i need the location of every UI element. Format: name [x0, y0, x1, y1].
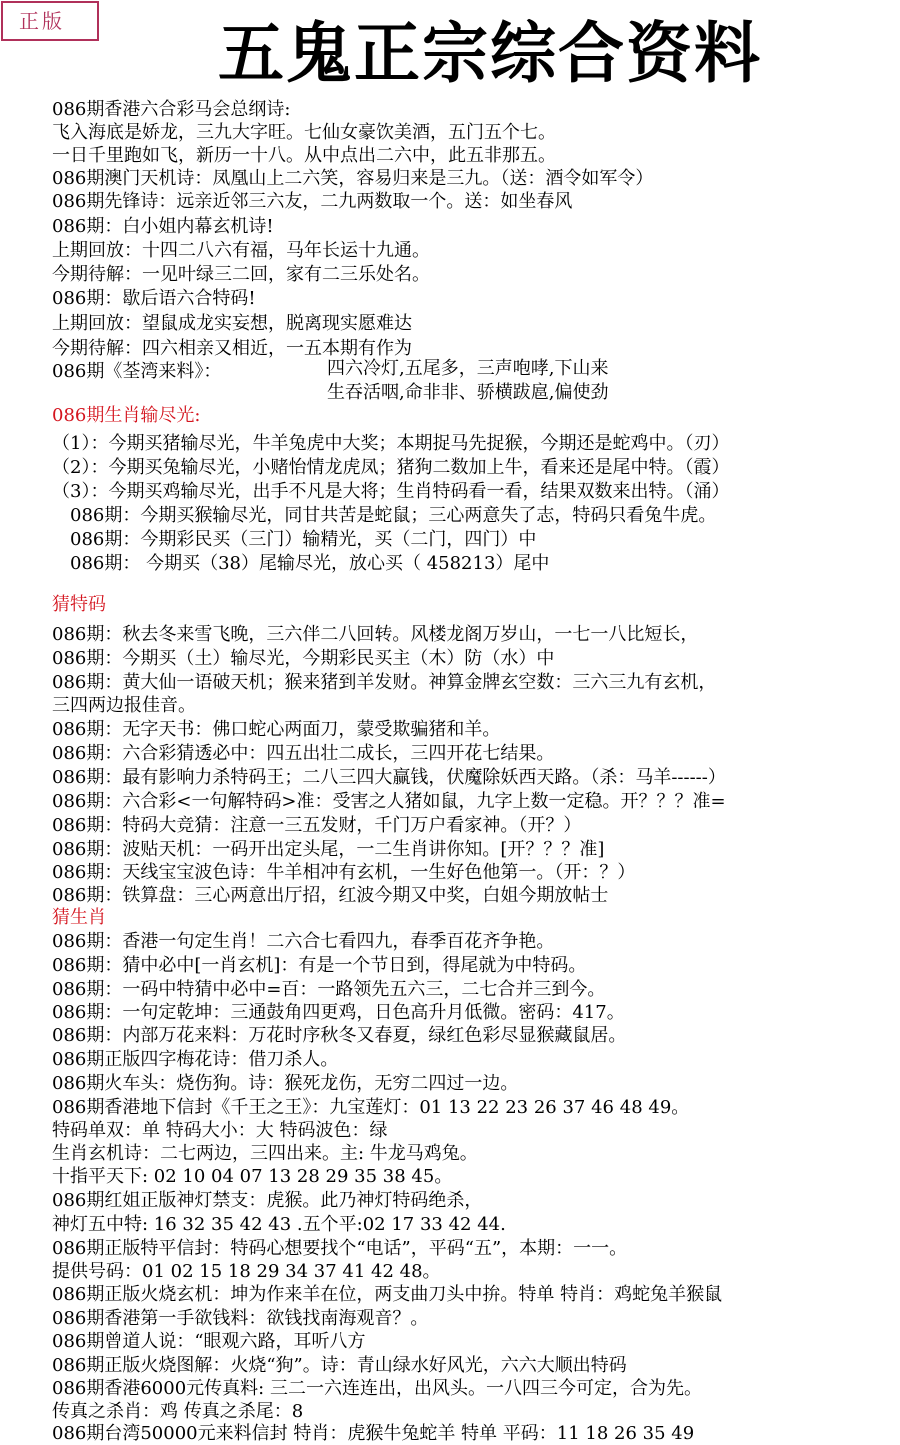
- text-line: 086期正版火烧玄机：坤为作来羊在位，两支曲刀头中拚。特单 特肖：鸡蛇兔羊猴鼠: [52, 1284, 723, 1305]
- text-line: 生肖玄机诗：二七两边，三四出来。主: 牛龙马鸡兔。: [52, 1143, 478, 1164]
- text-line: 086期：特码大竞猜：注意一三五发财，千门万户看家神。（开？）: [52, 815, 582, 836]
- text-line: 086期台湾50000元来料信封 特肖：虎猴牛兔蛇羊 特单 平码：11 18 26 35 49: [52, 1423, 695, 1444]
- text-line: 四六冷灯,五尾多，三声咆哮,下山来: [327, 358, 609, 379]
- text-line: 提供号码：01 02 15 18 29 34 37 41 42 48。: [52, 1261, 441, 1282]
- text-line: 086期：最有影响力杀特码王；二八三四大赢钱，伏魔除妖西天路。（杀：马羊------）: [52, 767, 726, 788]
- text-line: （2）：今期买兔输尽光，小赌怡情龙虎凤；猪狗二数加上牛，看来还是尾中特。（霞）: [52, 457, 730, 478]
- text-line: 一日千里跑如飞，新历一十八。从中点出二六中，此五非那五。: [52, 145, 556, 166]
- text-line: 086期：香港一句定生肖！二六合七看四九，春季百花齐争艳。: [52, 931, 555, 952]
- text-line: 086期：秋去冬来雪飞晚，三六伴二八回转。风楼龙阁万岁山，一七一八比短长，: [52, 624, 699, 645]
- text-line: 上期回放：望鼠成龙实妄想，脱离现实愿难达: [52, 313, 412, 334]
- text-line: （3）：今期买鸡输尽光，出手不凡是大将；生肖特码看一看，结果双数来出特。（涌）: [52, 481, 730, 502]
- text-line: 086期：白小姐内幕玄机诗!: [52, 216, 274, 237]
- text-line: 086期香港第一手欲钱料：欲钱找南海观音？。: [52, 1308, 429, 1329]
- text-line: 086期：猜中必中[一肖玄机]：有是一个节日到，得尾就为中特码。: [52, 955, 587, 976]
- text-line: 086期：铁算盘：三心两意出厅招，红波今期又中奖，白姐今期放帖士: [52, 885, 609, 906]
- text-line: 特码单双：单 特码大小：大 特码波色：绿: [52, 1120, 388, 1141]
- section-heading: 086期生肖输尽光:: [52, 405, 201, 426]
- text-line: 086期先锋诗：远亲近邻三六友，二九两数取一个。送：如坐春风: [52, 191, 573, 212]
- text-line: 086期澳门天机诗：凤凰山上二六笑，容易归来是三九。（送：酒令如军令）: [52, 168, 654, 189]
- text-line: （1）：今期买猪输尽光，牛羊兔虎中大奖；本期捉马先捉猴，今期还是蛇鸡中。（刃）: [52, 433, 730, 454]
- text-line: 086期：无字天书：佛口蛇心两面刀，蒙受欺骗猪和羊。: [52, 719, 501, 740]
- text-line: 今期待解：四六相亲又相近，一五本期有作为: [52, 338, 412, 359]
- text-line: 086期正版特平信封：特码心想要找个“电话”，平码“五”，本期：一一。: [52, 1238, 628, 1259]
- text-line: 086期：六合彩<一句解特码>准：受害之人猪如鼠，九字上数一定稳。开？？？准=: [52, 791, 726, 812]
- text-line: 十指平天下: 02 10 04 07 13 28 29 35 38 45。: [52, 1166, 453, 1187]
- text-line: 086期：六合彩猜透必中：四五出壮二成长，三四开花七结果。: [52, 743, 555, 764]
- text-line: 上期回放：十四二八六有福，马年长运十九通。: [52, 240, 430, 261]
- text-line: 086期：黄大仙一语破天机；猴来猪到羊发财。神算金牌玄空数：三六三九有玄机，: [52, 672, 717, 693]
- section-heading: 猜生肖: [52, 907, 106, 928]
- text-line: 086期：一码中特猜中必中=百：一路领先五六三，二七合并三到今。: [52, 979, 606, 1000]
- text-line: 086期香港地下信封《千王之王》：九宝莲灯：01 13 22 23 26 37 46 48 49。: [52, 1097, 690, 1118]
- text-line: 086期：一句定乾坤：三通鼓角四更鸡，日色高升月低微。密码：417。: [52, 1002, 625, 1023]
- section-heading: 猜特码: [52, 594, 106, 615]
- text-line: 086期正版四字梅花诗：借刀杀人。: [52, 1049, 339, 1070]
- text-line: 神灯五中特: 16 32 35 42 43 .五个平:02 17 33 42 44.: [52, 1214, 506, 1235]
- text-line: 086期红姐正版神灯禁支：虎猴。此乃神灯特码绝杀，: [52, 1190, 483, 1211]
- text-line: 086期曾道人说：“眼观六路，耳听八方: [52, 1331, 366, 1352]
- text-line: 086期香港六合彩马会总纲诗:: [52, 99, 291, 120]
- text-line: 086期：今期彩民买（三门）输精光，买（二门，四门）中: [70, 529, 537, 550]
- text-line: 086期香港6000元传真料: 三二一六连连出，出风头。一八四三今可定，合为先。: [52, 1378, 702, 1399]
- text-line: 086期：内部万花来料：万花时序秋冬又春夏，绿红色彩尽显猴藏鼠居。: [52, 1025, 627, 1046]
- text-line: 086期：天线宝宝波色诗：牛羊相冲有玄机，一生好色他第一。（开：？）: [52, 862, 636, 883]
- text-line: 086期：歇后语六合特码!: [52, 288, 256, 309]
- text-line: 三四两边报佳音。: [52, 695, 196, 716]
- page-title: 五鬼正宗综合资料: [218, 15, 762, 92]
- genuine-badge: 正版: [1, 1, 99, 41]
- text-line: 今期待解：一见叶绿三二回，家有二三乐处名。: [52, 264, 430, 285]
- text-line: 传真之杀肖：鸡 传真之杀尾：8: [52, 1401, 304, 1422]
- text-line: 生吞活咽,命非非、骄横跋扈,偏使劲: [327, 382, 609, 403]
- text-line: 086期正版火烧图解：火烧“狗”。诗：青山绿水好风光，六六大顺出特码: [52, 1355, 627, 1376]
- text-line: 086期火车头：烧伤狗。诗：猴死龙伤，无穷二四过一边。: [52, 1073, 519, 1094]
- text-line: 飞入海底是娇龙，三九大字旺。七仙女豪饮美酒，五门五个七。: [52, 122, 556, 143]
- text-line: 086期： 今期买（38）尾输尽光，放心买（ 458213）尾中: [70, 553, 550, 574]
- text-line: 086期：今期买（土）输尽光，今期彩民买主（木）防（水）中: [52, 648, 555, 669]
- text-line: 086期《荃湾来料》：: [52, 361, 222, 382]
- text-line: 086期：今期买猴输尽光，同甘共苦是蛇鼠；三心两意失了志，特码只看兔牛虎。: [70, 505, 717, 526]
- text-line: 086期：波贴天机：一码开出定头尾，一二生肖讲你知。[开？？？准]: [52, 839, 605, 860]
